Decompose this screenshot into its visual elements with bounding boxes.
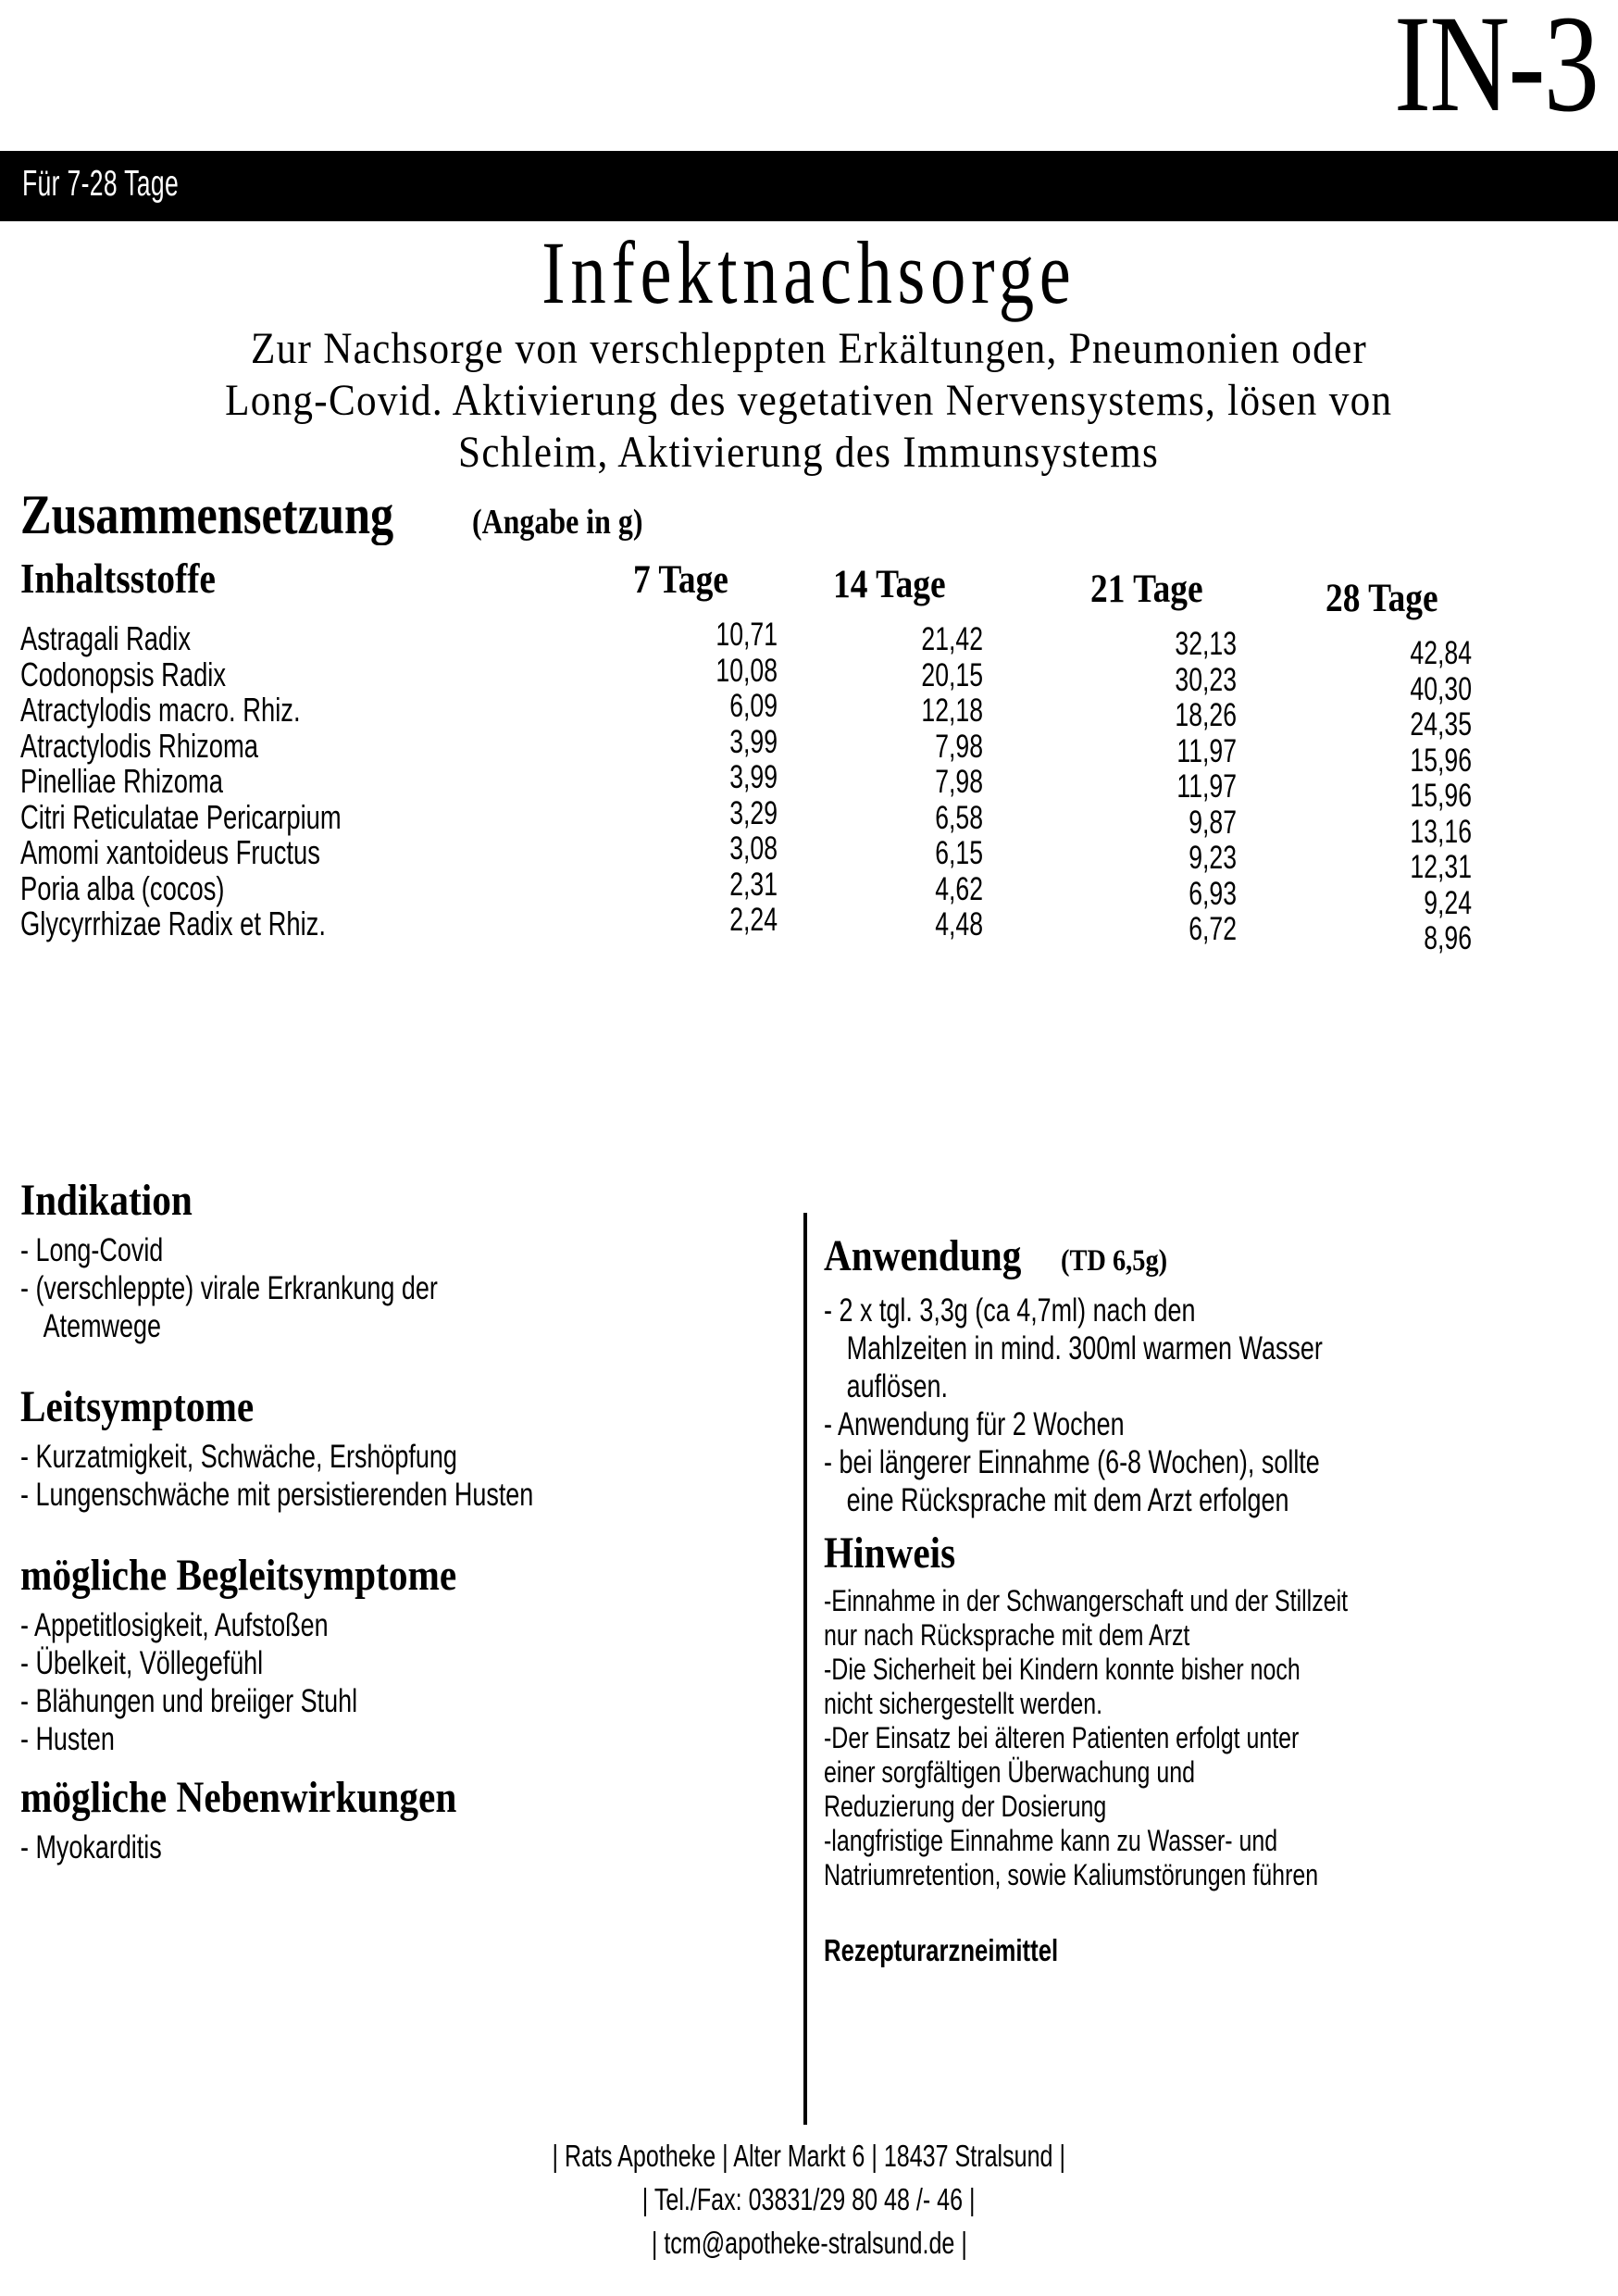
table-row: Pinelliae Rhizoma bbox=[20, 762, 223, 800]
section-heading-begleitsymptome: mögliche Begleitsymptome bbox=[20, 1551, 457, 1600]
table-header-ingredients: Inhaltsstoffe bbox=[20, 555, 216, 602]
anwendung-dose-note: (TD 6,5g) bbox=[1061, 1244, 1168, 1278]
table-cell: 7,98 bbox=[935, 764, 983, 800]
subtitle-line: Schleim, Aktivierung des Immunsystems bbox=[458, 428, 1160, 477]
table-cell: 10,08 bbox=[716, 652, 778, 689]
value-column-28-tage bbox=[1296, 636, 1472, 957]
table-cell: 30,23 bbox=[1175, 661, 1237, 698]
footer-line-email: | tcm@apotheke-stralsund.de | bbox=[651, 2226, 967, 2260]
page-title bbox=[0, 225, 1618, 321]
list-item: - bei längerer Einnahme (6-8 Wochen), sollte eine Rücksprache mit dem Arzt erfolgen bbox=[824, 1444, 1320, 1518]
section-heading-hinweis: Hinweis bbox=[824, 1529, 956, 1578]
table-cell: 3,29 bbox=[729, 794, 778, 831]
table-row: Amomi xantoideus Fructus bbox=[20, 833, 320, 871]
table-cell: 6,93 bbox=[1189, 875, 1237, 912]
anwendung-list bbox=[824, 1292, 1601, 1519]
table-cell: 18,26 bbox=[1175, 697, 1237, 733]
footer-line-address: | Rats Apotheke | Alter Markt 6 | 18437 Stralsund | bbox=[552, 2139, 1066, 2173]
table-header-21-tage: 21 Tage bbox=[1090, 568, 1203, 611]
table-cell: 3,99 bbox=[729, 759, 778, 795]
nebenwirkungen-list bbox=[20, 1828, 789, 1866]
table-row: Atractylodis macro. Rhiz. bbox=[20, 691, 301, 729]
composition-unit-note: (Angabe in g) bbox=[472, 503, 643, 542]
hinweis-list bbox=[824, 1584, 1601, 1892]
value-column-14-tage bbox=[807, 622, 983, 943]
table-cell: 8,96 bbox=[1424, 920, 1472, 956]
footer-line-phone: | Tel./Fax: 03831/29 80 48 /- 46 | bbox=[642, 2182, 976, 2216]
list-item: - Kurzatmigkeit, Schwäche, Ershöpfung bbox=[20, 1439, 457, 1475]
list-item: - (verschleppte) virale Erkrankung der Atemwege bbox=[20, 1270, 438, 1344]
prescription-medicine-label: Rezepturarzneimittel bbox=[824, 1933, 1059, 1967]
list-item: - 2 x tgl. 3,3g (ca 4,7ml) nach den Mahlzeiten in mind. 300ml warmen Wasser auflösen. bbox=[824, 1292, 1323, 1404]
duration-banner bbox=[0, 151, 1618, 221]
column-divider bbox=[803, 1213, 807, 2125]
list-item: - Husten bbox=[20, 1721, 115, 1757]
product-code: IN-3 bbox=[1393, 0, 1598, 141]
table-cell: 6,58 bbox=[935, 799, 983, 836]
table-cell: 6,09 bbox=[729, 688, 778, 724]
value-column-21-tage bbox=[1061, 627, 1237, 948]
table-cell: 3,08 bbox=[729, 830, 778, 867]
table-cell: 9,24 bbox=[1424, 884, 1472, 921]
value-column-7-tage bbox=[602, 618, 778, 939]
footer bbox=[0, 2134, 1618, 2265]
indikation-list bbox=[20, 1231, 789, 1345]
section-heading-anwendung: Anwendung (TD 6,5g) bbox=[824, 1231, 1601, 1286]
composition-heading-text: Zusammensetzung bbox=[20, 484, 394, 545]
table-header-14-tage: 14 Tage bbox=[833, 563, 946, 606]
table-cell: 12,18 bbox=[921, 693, 983, 729]
list-item: - Anwendung für 2 Wochen bbox=[824, 1406, 1125, 1442]
table-cell: 3,99 bbox=[729, 723, 778, 760]
table-cell: 42,84 bbox=[1410, 635, 1472, 671]
section-heading-leitsymptome: Leitsymptome bbox=[20, 1382, 255, 1431]
ingredient-name-column bbox=[20, 621, 613, 942]
list-item: -Die Sicherheit bei Kindern konnte bisher noch nicht sichergestellt werden. bbox=[824, 1653, 1301, 1720]
list-item: -Einnahme in der Schwangerschaft und der Stillzeit nur nach Rücksprache mit dem Arzt bbox=[824, 1584, 1349, 1652]
table-cell: 7,98 bbox=[935, 728, 983, 765]
left-column bbox=[20, 1176, 789, 1866]
table-row: Atractylodis Rhizoma bbox=[20, 726, 258, 765]
table-cell: 6,72 bbox=[1189, 911, 1237, 947]
begleitsymptome-list bbox=[20, 1606, 789, 1758]
table-cell: 11,97 bbox=[1176, 768, 1237, 805]
table-row: Poria alba (cocos) bbox=[20, 868, 225, 907]
right-column bbox=[824, 1231, 1601, 1968]
table-cell: 4,48 bbox=[935, 906, 983, 942]
table-cell: 15,96 bbox=[1410, 778, 1472, 814]
table-cell: 15,96 bbox=[1410, 742, 1472, 779]
table-cell: 4,62 bbox=[935, 870, 983, 907]
leitsymptome-list bbox=[20, 1438, 789, 1514]
table-cell: 20,15 bbox=[921, 656, 983, 693]
composition-heading bbox=[20, 485, 676, 552]
table-cell: 13,16 bbox=[1410, 813, 1472, 850]
section-heading-indikation: Indikation bbox=[20, 1176, 193, 1225]
table-cell: 9,23 bbox=[1189, 840, 1237, 876]
page-title-text: Infektnachsorge bbox=[541, 223, 1077, 322]
table-cell: 2,24 bbox=[729, 902, 778, 938]
table-cell: 40,30 bbox=[1410, 670, 1472, 707]
section-heading-nebenwirkungen: mögliche Nebenwirkungen bbox=[20, 1773, 457, 1822]
list-item: -langfristige Einnahme kann zu Wasser- und Natriumretention, sowie Kaliumstörungen führen bbox=[824, 1824, 1319, 1891]
list-item: - Myokarditis bbox=[20, 1829, 162, 1866]
list-item: - Appetitlosigkeit, Aufstoßen bbox=[20, 1607, 329, 1643]
table-cell: 12,31 bbox=[1410, 849, 1472, 885]
duration-banner-label: Für 7-28 Tage bbox=[22, 164, 180, 204]
table-cell: 21,42 bbox=[921, 621, 983, 657]
table-header-7-tage: 7 Tage bbox=[633, 558, 728, 602]
table-cell: 2,31 bbox=[729, 866, 778, 903]
table-header-28-tage: 28 Tage bbox=[1326, 577, 1438, 620]
list-item: - Übelkeit, Völlegefühl bbox=[20, 1645, 264, 1681]
table-cell: 10,71 bbox=[716, 617, 778, 653]
table-row: Citri Reticulatae Pericarpium bbox=[20, 797, 342, 836]
list-item: - Long-Covid bbox=[20, 1232, 164, 1268]
list-item: -Der Einsatz bei älteren Patienten erfolgt unter einer sorgfältigen Überwachung und Reduzierung der Dosierung bbox=[824, 1721, 1300, 1823]
subtitle-line: Long-Covid. Aktivierung des vegetativen Nervensystems, lösen von bbox=[225, 376, 1393, 425]
subtitle-line: Zur Nachsorge von verschleppten Erkältungen, Pneumonien oder bbox=[250, 324, 1368, 373]
list-item: - Blähungen und breiiger Stuhl bbox=[20, 1683, 358, 1719]
table-cell: 6,15 bbox=[935, 835, 983, 871]
table-row: Astragali Radix bbox=[20, 619, 192, 657]
page-subtitle bbox=[56, 323, 1562, 479]
table-cell: 9,87 bbox=[1189, 804, 1237, 841]
table-row: Codonopsis Radix bbox=[20, 655, 227, 693]
list-item: - Lungenschwäche mit persistierenden Husten bbox=[20, 1477, 534, 1513]
table-cell: 32,13 bbox=[1175, 626, 1237, 662]
table-cell: 11,97 bbox=[1176, 732, 1237, 769]
table-cell: 24,35 bbox=[1410, 706, 1472, 742]
table-row: Glycyrrhizae Radix et Rhiz. bbox=[20, 905, 326, 942]
